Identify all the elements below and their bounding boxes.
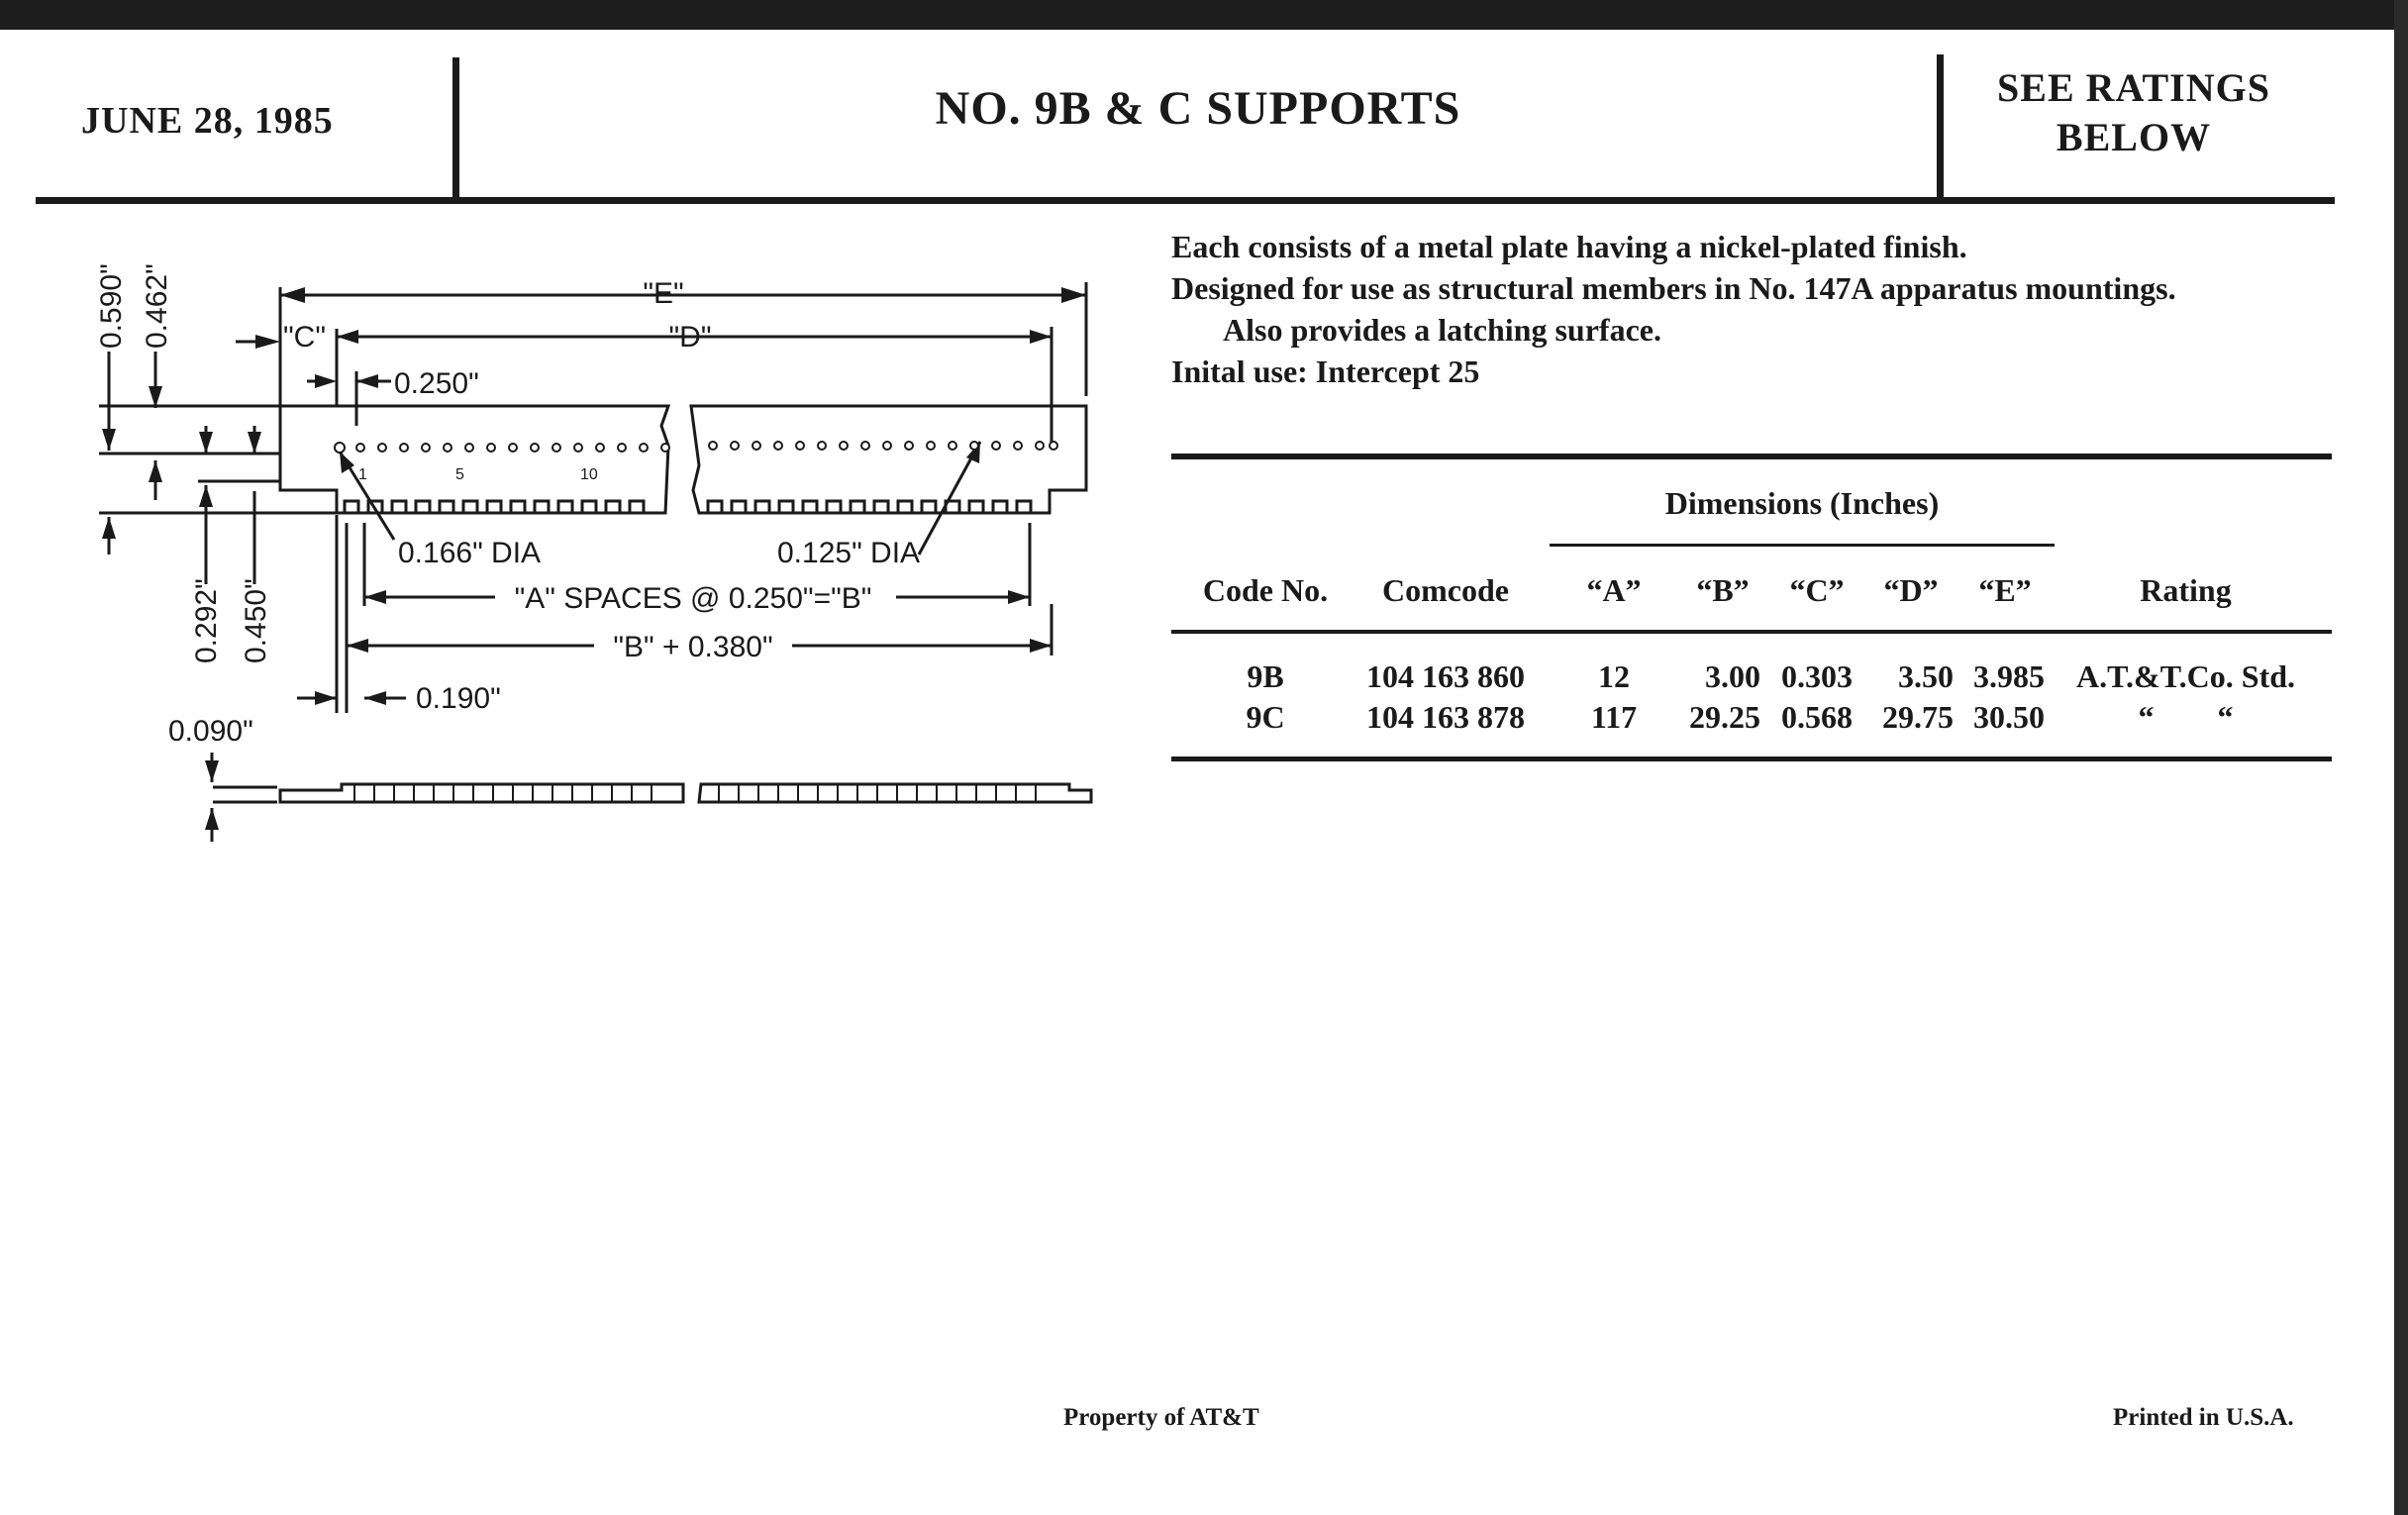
cell-c: 0.303 <box>1781 658 1853 694</box>
cell-a: 117 <box>1590 699 1638 735</box>
col-header-d: “D” <box>1883 572 1939 608</box>
label-e: "E" <box>643 277 684 310</box>
col-header-b: “B” <box>1696 572 1750 608</box>
cell-b: 29.25 <box>1689 699 1760 735</box>
dimensions-group-header: Dimensions (Inches) <box>1664 485 1940 521</box>
cell-comcode: 104 163 878 <box>1366 699 1525 735</box>
cell-d: 3.50 <box>1898 658 1954 694</box>
cell-c: 0.568 <box>1781 699 1853 735</box>
cell-code-no: 9C <box>1246 699 1285 735</box>
description-block <box>1171 226 2176 392</box>
dim-250-label: 0.250" <box>394 367 479 400</box>
document-title: NO. 9B & C SUPPORTS <box>935 82 1461 135</box>
dim-590-label: 0.590" <box>95 263 128 349</box>
footer-printed: Printed in U.S.A. <box>2113 1404 2294 1431</box>
col-header-comcode: Comcode <box>1382 572 1509 608</box>
ratings-note-line1: SEE RATINGS <box>1997 65 2270 110</box>
hole-number-1: 1 <box>358 466 367 483</box>
hole-number-10: 10 <box>580 466 598 483</box>
footer-property: Property of AT&T <box>1063 1404 1259 1431</box>
label-c: "C" <box>283 321 326 354</box>
cell-e: 3.985 <box>1973 658 2045 694</box>
comb-teeth-left <box>345 501 644 513</box>
description-line-1: Each consists of a metal plate having a nickel-plated finish. <box>1171 229 1967 264</box>
dimensions-group-rule <box>1550 544 2055 547</box>
dia-125-label: 0.125" DIA <box>777 537 921 569</box>
cell-b: 3.00 <box>1705 658 1760 694</box>
cell-e: 30.50 <box>1973 699 2045 735</box>
cell-rating: “ “ <box>2138 699 2234 735</box>
dim-190-label: 0.190" <box>416 682 501 715</box>
support-drawing <box>0 0 1109 861</box>
table-bottom-rule <box>1171 757 2332 761</box>
col-header-c: “C” <box>1789 572 1845 608</box>
spaces-label: "A" SPACES @ 0.250"="B" <box>514 582 872 615</box>
dim-090-label: 0.090" <box>168 715 253 748</box>
dim-462-label: 0.462" <box>141 263 173 349</box>
label-d: "D" <box>668 321 712 354</box>
b-plus-label: "B" + 0.380" <box>613 631 773 663</box>
cell-comcode: 104 163 860 <box>1366 658 1525 694</box>
description-line-2: Designed for use as structural members in No. 147A apparatus mountings. <box>1171 270 2176 306</box>
dim-450-label: 0.450" <box>240 578 272 663</box>
dia-166-label: 0.166" DIA <box>398 537 542 569</box>
ratings-note-line2: BELOW <box>2056 115 2212 159</box>
comb-teeth-right <box>708 501 1031 513</box>
description-line-3: Also provides a latching surface. <box>1223 312 1661 348</box>
cell-rating: A.T.&T.Co. Std. <box>2075 658 2296 694</box>
cell-a: 12 <box>1598 658 1630 694</box>
col-header-rating: Rating <box>2140 572 2232 608</box>
description-line-4: Inital use: Intercept 25 <box>1171 354 1480 389</box>
table-top-rule <box>1171 454 2332 459</box>
col-header-code-no: Code No. <box>1202 572 1329 608</box>
side-view-left <box>280 784 683 802</box>
scan-right-border <box>2394 0 2408 1515</box>
cell-d: 29.75 <box>1882 699 1954 735</box>
col-header-a: “A” <box>1586 572 1642 608</box>
document-date: JUNE 28, 1985 <box>81 100 334 142</box>
plate-outline-right <box>691 406 1086 513</box>
col-header-e: “E” <box>1978 572 2032 608</box>
ratings-note <box>1941 63 2327 162</box>
hole-number-5: 5 <box>455 466 464 483</box>
plate-outline-left <box>280 406 668 513</box>
cell-code-no: 9B <box>1247 658 1284 694</box>
dim-292-label: 0.292" <box>190 578 223 663</box>
table-header-rule <box>1171 630 2332 634</box>
